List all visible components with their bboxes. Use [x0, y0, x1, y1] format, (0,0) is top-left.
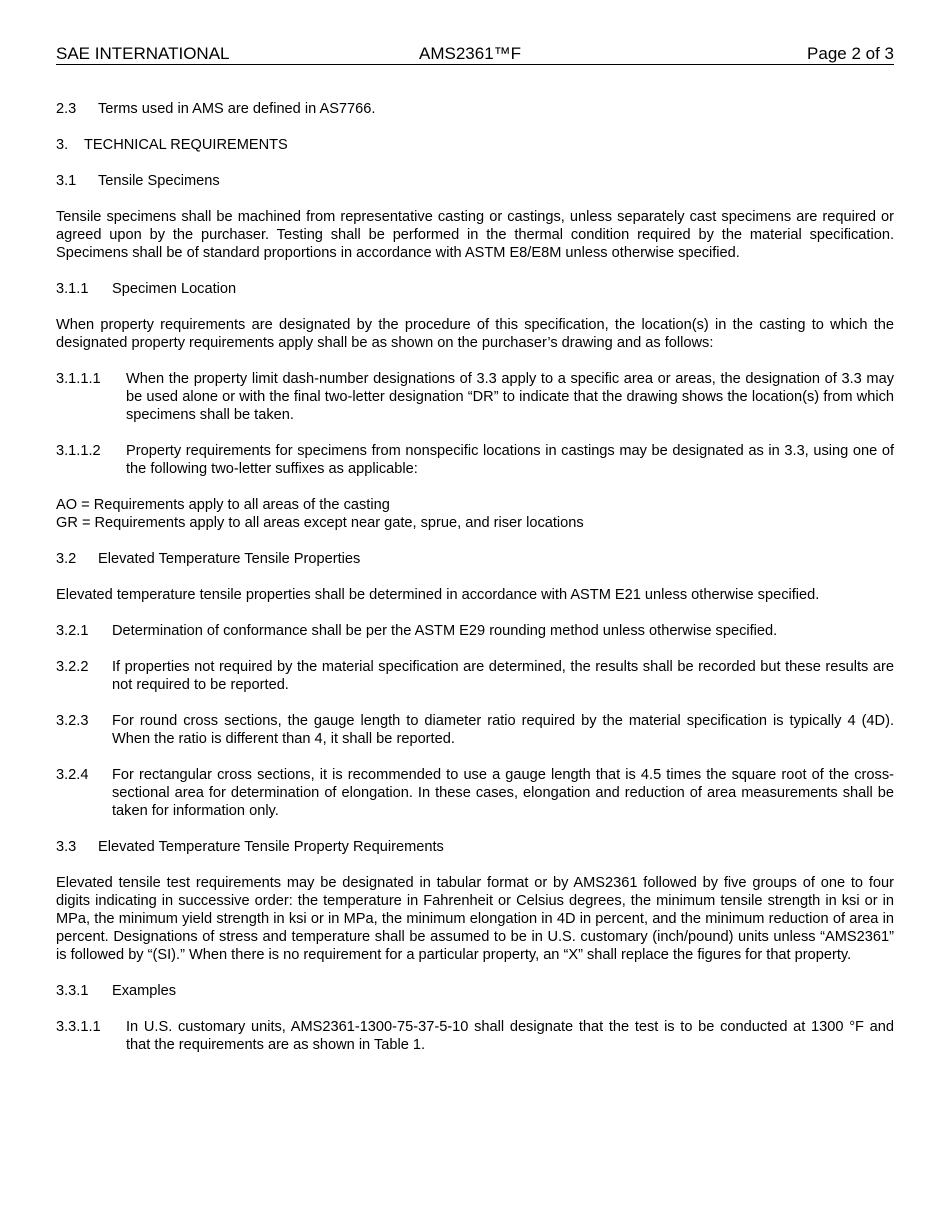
section-text: For rectangular cross sections, it is recommended to use a gauge length that is 4.5 times the square root of the cross-sectional area for determination of elongation. In these cases, elongation and reduction of area measurements shall be taken for information only.	[112, 767, 894, 819]
section-text: When the property limit dash-number designations of 3.3 apply to a specific area or areas, the designation of 3.3 may be used alone or with the final two-letter designation “DR” to indicate that the drawing shows the location(s) from which specimens shall be taken.	[126, 371, 894, 423]
section-title: TECHNICAL REQUIREMENTS	[84, 137, 288, 153]
section-title: Examples	[112, 983, 177, 999]
section-3-2-1	[56, 622, 894, 640]
section-title: Specimen Location	[112, 281, 237, 297]
section-number: 3.2.4	[56, 767, 89, 783]
section-text: Determination of conformance shall be per the ASTM E29 rounding method unless otherwise specified.	[112, 623, 778, 639]
section-text: For round cross sections, the gauge length to diameter ratio required by the material specification is typically 4 (4D). When the ratio is different than 4, it shall be reported.	[112, 713, 894, 747]
section-text: If properties not required by the material specification are determined, the results shall be recorded but these results are not required to be reported.	[112, 659, 894, 693]
section-number: 3.1	[56, 173, 77, 189]
section-number: 3.2	[56, 551, 77, 567]
section-3-3-1-1	[56, 1018, 894, 1054]
header-page-number: Page 2 of 3	[807, 44, 894, 63]
section-number: 3.2.2	[56, 659, 89, 675]
section-text: Terms used in AMS are defined in AS7766.	[98, 101, 376, 117]
page-header	[56, 44, 894, 65]
section-3-2-4	[56, 766, 894, 820]
section-number: 3.3.1.1	[56, 1019, 101, 1035]
section-text: Property requirements for specimens from nonspecific locations in castings may be designated as in 3.3, using one of the following two-letter suffixes as applicable:	[126, 443, 894, 477]
section-title: Elevated Temperature Tensile Properties	[98, 551, 361, 567]
document-body	[56, 100, 894, 1054]
section-3-1-1-2	[56, 442, 894, 478]
section-title: Elevated Temperature Tensile Property Requirements	[98, 839, 444, 855]
section-3-1-1-1	[56, 370, 894, 424]
section-3-1-paragraph: Tensile specimens shall be machined from representative casting or castings, unless separately cast specimens are required or agreed upon by the purchaser. Testing shall be performed in the thermal condition required by the material specification. Specimens shall be of standard proportions in accordance with ASTM E8/E8M unless otherwise specified.	[56, 209, 894, 261]
section-3-2-heading	[56, 550, 894, 568]
section-3-3-heading	[56, 838, 894, 856]
section-title: Tensile Specimens	[98, 173, 220, 189]
section-3-1-1-heading	[56, 280, 894, 298]
section-3-2-paragraph: Elevated temperature tensile properties shall be determined in accordance with ASTM E21 unless otherwise specified.	[56, 587, 820, 603]
section-number: 3.2.3	[56, 713, 89, 729]
section-3-1-heading	[56, 172, 894, 190]
header-org: SAE INTERNATIONAL	[56, 44, 230, 63]
suffix-definitions	[56, 496, 894, 532]
section-number: 2.3	[56, 101, 77, 117]
section-2-3	[56, 100, 894, 118]
section-text: In U.S. customary units, AMS2361-1300-75-37-5-10 shall designate that the test is to be conducted at 1300 °F and that the requirements are as shown in Table 1.	[126, 1019, 894, 1053]
section-3-3-paragraph: Elevated tensile test requirements may be designated in tabular format or by AMS2361 followed by five groups of one to four digits indicating in successive order: the temperature in Fahrenheit or Celsius degrees, the minimum tensile strength in ksi or in MPa, the minimum yield strength in ksi or in MPa, the minimum elongation in 4D in percent, and the minimum reduction of area in percent. Designations of stress and temperature shall be assumed to be in U.S. customary (inch/pound) units unless “AMS2361” is followed by “(SI).” When there is no requirement for a particular property, an “X” shall replace the figures for that property.	[56, 875, 894, 963]
section-number: 3.1.1.2	[56, 443, 101, 459]
section-number: 3.	[56, 137, 69, 153]
section-number: 3.3	[56, 839, 77, 855]
section-number: 3.3.1	[56, 983, 89, 999]
section-3-1-1-paragraph: When property requirements are designated by the procedure of this specification, the location(s) in the casting to which the designated property requirements apply shall be as shown on the purchaser’s drawing and as follows:	[56, 317, 894, 351]
section-number: 3.1.1	[56, 281, 89, 297]
section-3-2-2	[56, 658, 894, 694]
section-number: 3.2.1	[56, 623, 89, 639]
suffix-ao: AO = Requirements apply to all areas of the casting	[56, 497, 390, 513]
section-number: 3.1.1.1	[56, 371, 101, 387]
document-page	[56, 44, 894, 1072]
header-doc-id: AMS2361™F	[419, 44, 522, 63]
suffix-gr: GR = Requirements apply to all areas except near gate, sprue, and riser locations	[56, 515, 584, 531]
section-3-2-3	[56, 712, 894, 748]
section-3-3-1-heading	[56, 982, 894, 1000]
section-3-heading	[56, 136, 894, 154]
